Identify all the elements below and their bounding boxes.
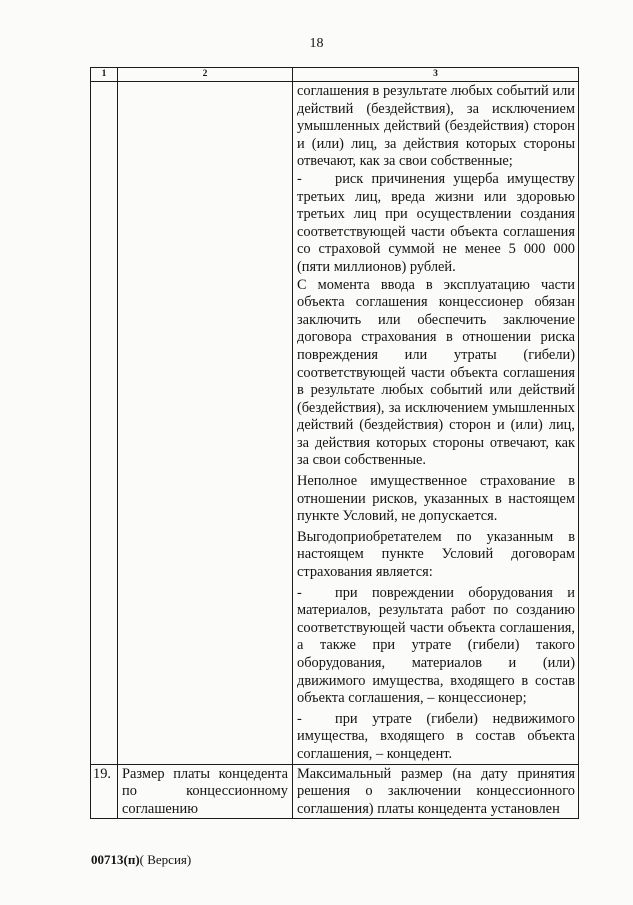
row-number-cell [91,82,118,765]
paragraph-text: при утрате (гибели) недвижимого имущества, входящего в состав объекта соглашения, – концедент. [297,710,575,762]
row-text-cell [293,82,579,765]
header-col-3: 3 [293,68,579,82]
list-dash: - [297,170,302,187]
dash-list-item [297,171,575,277]
paragraph-text: Неполное имущественное страхование в отношении рисков, указанных в настоящем пункте Условий, не допускается. [297,473,575,525]
row-text-cell [293,764,579,819]
paragraph-text: риск причинения ущерба имуществу третьих лиц, вреда жизни или здоровью третьих лиц при осуществлении создания соответствующей части объекта соглашения со страховой суммой не менее 5 000 000 (пяти миллионов) рублей. [297,170,575,275]
paragraph: Максимальный размер (на дату принятия решения о заключении концессионного соглашения) платы концедента установлен [297,765,575,817]
list-dash: - [297,710,302,727]
page-number: 18 [309,36,324,51]
row-number-cell: 19. [91,764,118,819]
table-header-row [91,68,579,82]
paragraph [297,83,575,171]
document-code: 00713(п) [91,852,140,867]
paragraph-text: соглашения в результате любых событий или действий (бездействия), за исключением умышленных действий (бездействия) сторон и (или) лиц, за действия которых стороны отвечают, как за свои собственные; [297,83,575,170]
conditions-table [90,67,579,819]
table-row [91,764,579,819]
paragraph [297,473,575,526]
header-col-1: 1 [91,68,118,82]
row-name-cell: Размер платы концедента по концессионному соглашению [118,764,293,819]
paragraph [297,529,575,582]
list-dash: - [297,584,302,601]
table-row [91,82,579,765]
paragraph-text: Выгодоприобретателем по указанным в настоящем пункте Условий договорам страхования является: [297,528,575,581]
dash-list-item [297,711,575,764]
paragraph-text: при повреждении оборудования и материалов, результата работ по созданию соответствующей части объекта соглашения, а также при утрате (гибели) такого оборудования, материалов и (или) движимого имущества, входящего в состав объекта соглашения, – концессионер; [297,584,575,707]
header-col-2: 2 [118,68,293,82]
paragraph-text: С момента ввода в эксплуатацию части объекта соглашения концессионер обязан заключить или обеспечить заключение договора страхования в отношении риска повреждения или утраты (гибели) соответствующей части объекта соглашения в результате любых событий или действий (бездействия), за исключением умышленных действий (бездействия) сторон и (или) лиц, за действия которых стороны отвечают, как за свои собственные. [297,276,575,469]
footer [91,852,191,868]
paragraph [297,277,575,471]
dash-list-item [297,585,575,708]
row-name-cell [118,82,293,765]
document-version: ( Версия) [139,852,192,867]
